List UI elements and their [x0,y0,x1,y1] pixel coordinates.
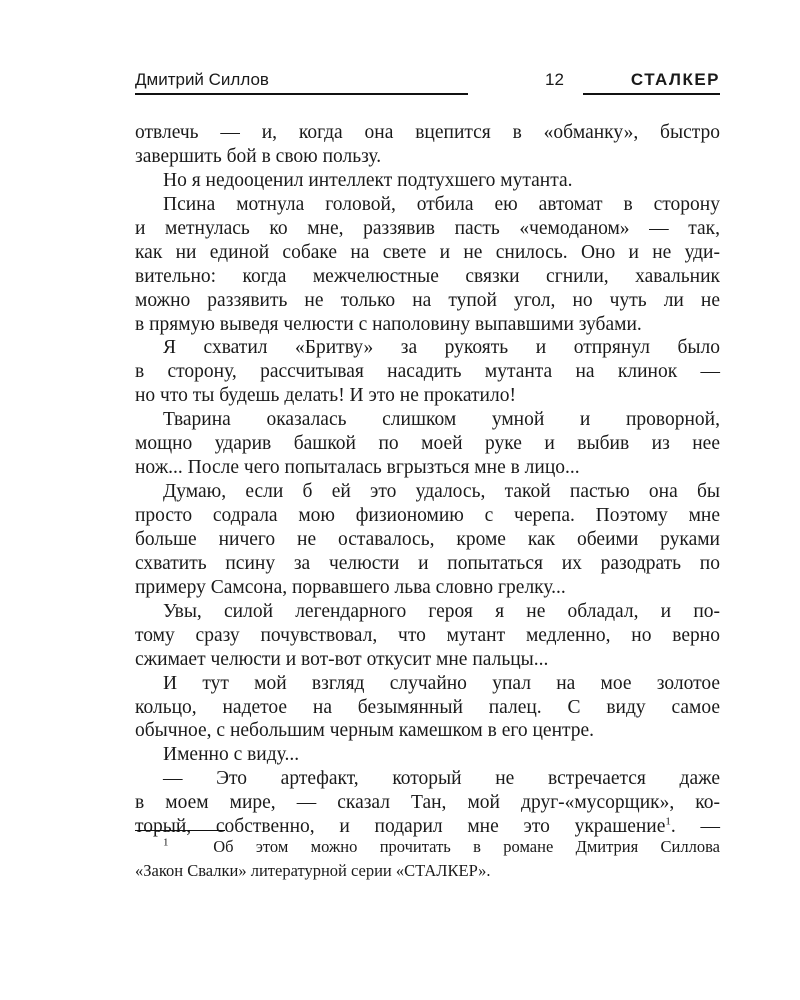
text-line: в сторону, рассчитывая насадить мутанта на клинок — [135,361,720,383]
footnote-divider [135,830,225,831]
text-line: кольцо, надетое на безымянный палец. С виду самое [135,696,720,718]
text-line: обычное, с небольшим черным камешком в его центре. [135,720,595,742]
text-line: в моем мире, — сказал Тан, мой друг-«мусорщик», ко- [135,792,720,814]
paragraph [135,480,720,600]
paragraph [135,767,720,839]
text-line: нож... После чего попыталась вгрызться мне в лицо... [135,457,580,479]
running-head-author: Дмитрий Силлов [135,70,468,95]
footnote-line: «Закон Свалки» литературной серии «СТАЛКЕР». [135,860,491,880]
paragraph [135,169,720,193]
footnote-line [135,836,720,860]
text-line-content: торый, собственно, и подарил мне это украшение [135,816,666,838]
text-line: больше ничего не оставалось, кроме как обеими руками [135,528,720,550]
paragraph [135,600,720,672]
paragraph [135,121,720,169]
text-line: можно раззявить не только на тупой угол, но чуть ли не [135,289,720,311]
text-line: сжимает челюсти и вот-вот откусит мне пальцы... [135,648,549,670]
text-line: примеру Самсона, порвавшего льва словно грелку... [135,576,566,598]
text-line: Думаю, если б ей это удалось, такой пастью она бы [163,481,720,503]
text-line: И тут мой взгляд случайно упал на мое золотое [163,672,720,694]
text-line: тому сразу почувствовал, что мутант медленно, но верно [135,624,720,646]
text-line: Именно с виду... [163,744,300,766]
text-line: как ни единой собаке на свете и не снилось. Оно и не уди- [135,241,720,263]
text-line: Я схватил «Бритву» за рукоять и отпрянул было [163,337,720,359]
text-line: и метнулась ко мне, раззявив пасть «чемоданом» — так, [135,217,720,239]
text-line: просто содрала мою физиономию с черепа. Поэтому мне [135,505,720,526]
text-line: Псина мотнула головой, отбила ею автомат в сторону [163,193,720,215]
footnote [135,836,720,884]
paragraph [135,672,720,744]
text-line-tail: . — [670,816,720,838]
paragraph [135,193,720,337]
page-number: 12 [545,70,564,89]
text-line: — Это артефакт, который не встречается даже [163,768,720,790]
text-line: но что ты будешь делать! И это не прокатило! [135,385,516,407]
text-line: отвлечь — и, когда она вцепится в «обманку», быстро [135,122,720,143]
text-line: вительно: когда межчелюстные связки сгнили, хавальник [135,265,720,287]
text-line: Но я недооценил интеллект подтухшего мутанта. [163,169,573,191]
footnote-text: Об этом можно прочитать в романе Дмитрия Силлова [213,837,720,856]
footnote-reference[interactable]: 1 [665,815,671,828]
text-line: Тварина оказалась слишком умной и проворной, [163,409,720,431]
body-text [135,121,720,839]
text-line: завершить бой в свою пользу. [135,145,382,167]
paragraph [135,336,720,408]
paragraph [135,743,720,767]
text-line: Увы, силой легендарного героя я не обладал, и по- [163,600,720,622]
text-line: схватить псину за челюсти и попытаться их разодрать по [135,552,720,574]
text-line: в прямую выведя челюсти с наполовину выпавшими зубами. [135,313,642,335]
footnote-marker: 1 [163,836,169,849]
running-head-series: СТАЛКЕР [583,70,720,95]
paragraph [135,408,720,480]
text-line: мощно ударив башкой по моей руке и выбив из нее [135,433,720,455]
